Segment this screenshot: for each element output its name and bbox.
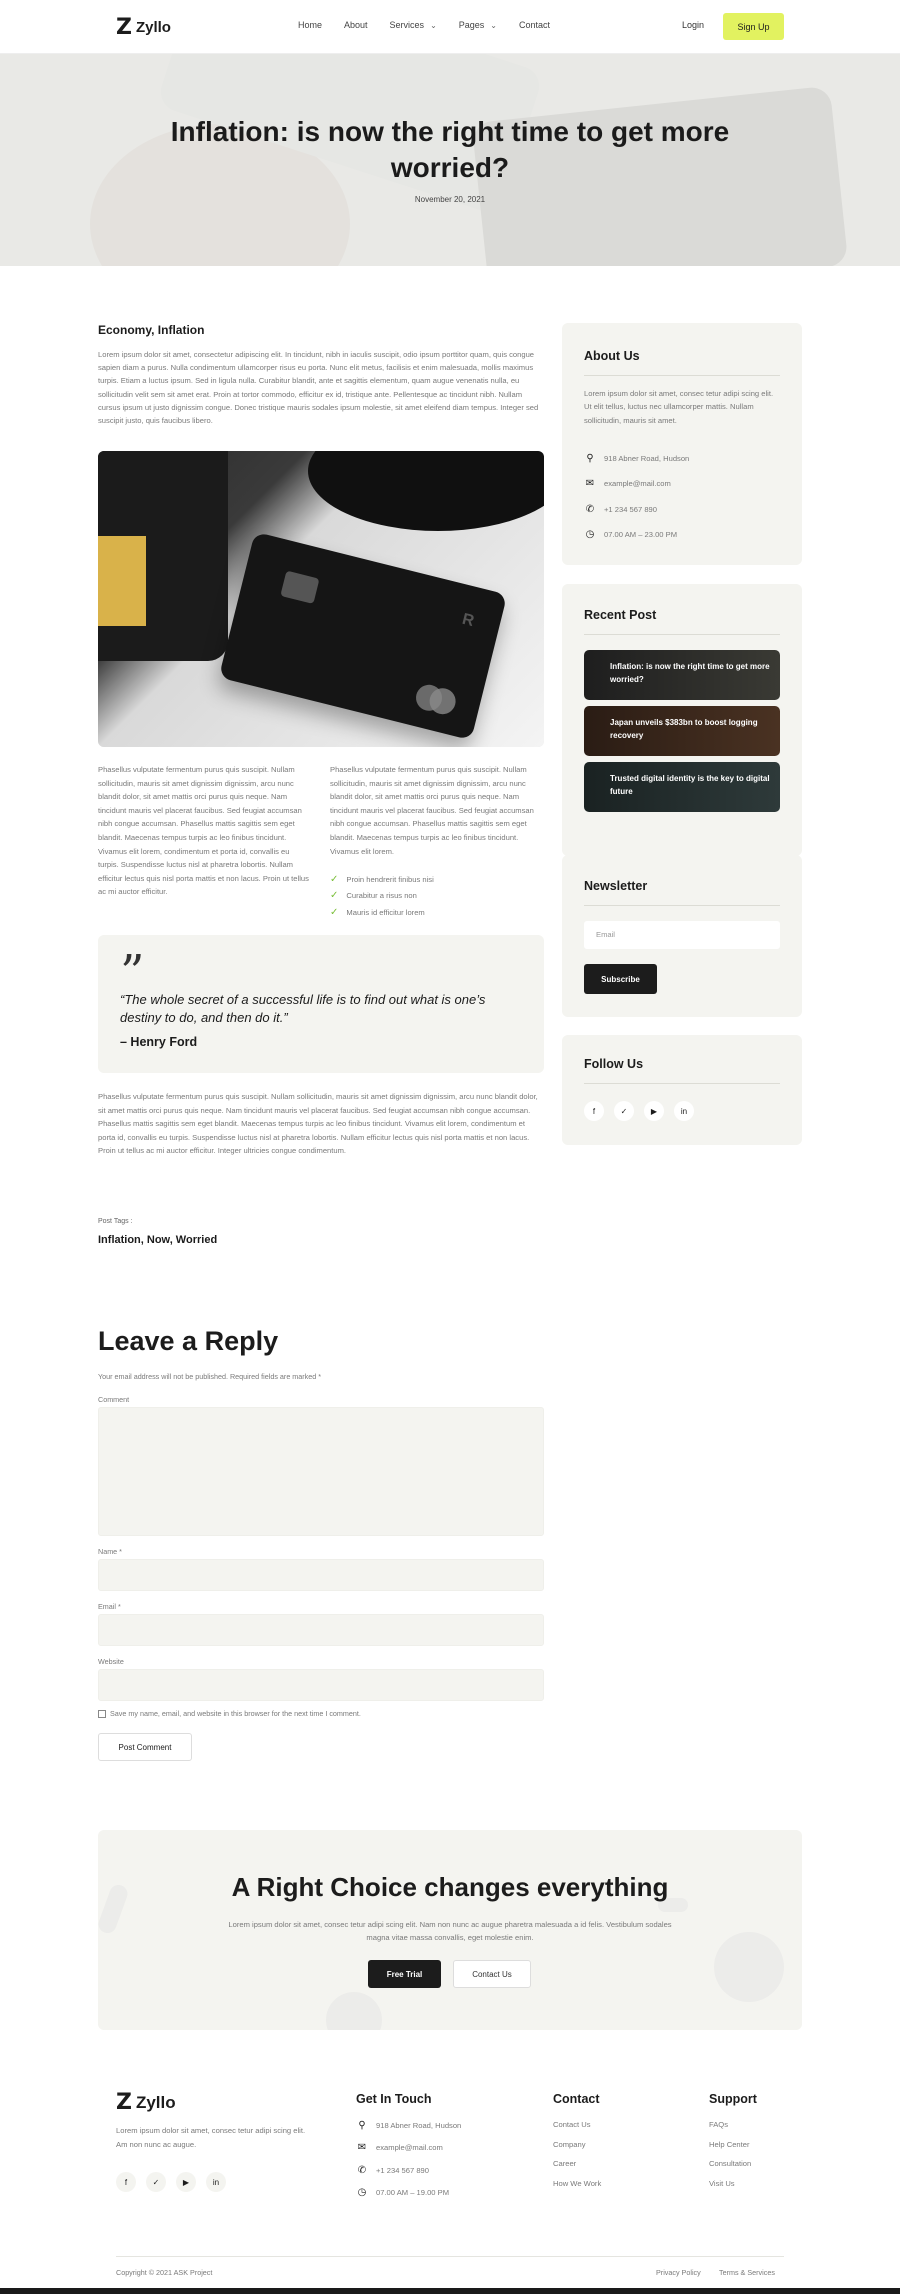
clock-icon: ◷ xyxy=(585,529,595,540)
facebook-icon[interactable]: f xyxy=(116,2172,136,2192)
reply-note: Your email address will not be published. Required fields are marked * xyxy=(98,1372,322,1381)
article-image-credit-card: R xyxy=(98,451,544,747)
site-logo[interactable] xyxy=(116,15,171,40)
facebook-icon[interactable]: f xyxy=(584,1101,604,1121)
save-info-checkbox[interactable] xyxy=(98,1710,106,1718)
recent-title: Recent Post xyxy=(584,608,657,622)
about-hours: ◷ 07.00 AM – 23.00 PM xyxy=(585,529,678,540)
checklist xyxy=(330,871,434,921)
logo-text: Zyllo xyxy=(135,2092,176,2112)
youtube-icon[interactable]: ▶ xyxy=(644,1101,664,1121)
footer-logo[interactable] xyxy=(116,2090,176,2115)
check-icon: ✓ xyxy=(330,906,339,918)
list-item: ✓ Curabitur a risus non xyxy=(330,890,417,902)
footer-support-title: Support xyxy=(709,2092,757,2106)
map-pin-icon: ⚲ xyxy=(586,453,594,464)
cta-text: Lorem ipsum dolor sit amet, consec tetur adipi scing elit. Nam non nunc ac augue pharetra malesuada a id felis. Vestibulum sodales magna vitae massa convallis, eget molestie enim. xyxy=(228,1920,672,1942)
follow-title: Follow Us xyxy=(584,1057,644,1071)
recent-post-item[interactable] xyxy=(584,762,780,812)
newsletter-title: Newsletter xyxy=(584,879,648,893)
footer-link-contact-us[interactable]: Contact Us xyxy=(553,2120,591,2129)
footer-link-help-center[interactable]: Help Center xyxy=(709,2140,750,2149)
envelope-icon: ✉ xyxy=(585,478,595,489)
contact-us-button[interactable]: Contact Us xyxy=(453,1960,531,1988)
name-field[interactable] xyxy=(98,1559,544,1591)
signup-button[interactable]: Sign Up xyxy=(723,13,784,40)
recent-post-item[interactable] xyxy=(584,650,780,700)
quote-icon: ” xyxy=(120,945,145,1001)
list-item: ✓ Mauris id efficitur lorem xyxy=(330,906,425,918)
footer-contact-title: Contact xyxy=(553,2092,600,2106)
about-address: ⚲ 918 Abner Road, Hudson xyxy=(584,453,689,464)
nav-services[interactable]: Services ⌄ xyxy=(389,20,437,30)
reply-title: Leave a Reply xyxy=(98,1326,279,1356)
website-field[interactable] xyxy=(98,1669,544,1701)
sidebar-about-box xyxy=(562,323,802,565)
blockquote xyxy=(98,935,544,1073)
email-label: Email * xyxy=(98,1602,121,1611)
sidebar-newsletter-box xyxy=(562,855,802,1017)
footer-phone[interactable]: ✆ +1 234 567 890 xyxy=(357,2165,429,2176)
about-text: Lorem ipsum dolor sit amet, consec tetur adipi scing elit. Ut elit tellus, luctus nec ullamcorper mattis. Nullam sollicitudin, mauris sit amet. xyxy=(584,389,774,425)
sidebar-follow-box xyxy=(562,1035,802,1145)
site-header xyxy=(0,0,900,54)
privacy-policy-link[interactable]: Privacy Policy xyxy=(656,2268,701,2277)
login-link[interactable]: Login xyxy=(682,20,705,30)
linkedin-icon[interactable]: in xyxy=(206,2172,226,2192)
chevron-down-icon: ⌄ xyxy=(490,20,497,30)
free-trial-button[interactable]: Free Trial xyxy=(368,1960,441,1988)
list-item: ✓ Proin hendrerit finibus nisi xyxy=(330,873,434,885)
footer-link-consultation[interactable]: Consultation xyxy=(709,2159,752,2168)
quote-text: “The whole secret of a successful life is to find out what is one’s destiny to do, and then do it.” xyxy=(120,992,486,1025)
linkedin-icon[interactable]: in xyxy=(674,1101,694,1121)
after-quote-paragraph: Phasellus vulputate fermentum purus quis suscipit. Nullam sollicitudin, mauris sit amet dignissim dignissim, arcu nunc blandit dolor, sit amet mattis orci purus quis neque. Nam tincidunt mauris vel placerat faucibus. Sed feugiat accumsan nibh congue accumsan. Phasellus mattis sagittis sem eget blandit. Maecenas tempus turpis ac leo finibus tincidunt. Vivamus elit lorem, condimentum et porta id, convallis eu turpis. Suspendisse luctus nisl at pharetra lobortis. Nullam efficitur lectus quis nisl porta mattis et non lacus. Proin ut tellus ac mi auctor efficitur. Integer ultricies congue condimentum. xyxy=(98,1092,538,1156)
comment-textarea[interactable] xyxy=(98,1407,544,1536)
cta-banner xyxy=(98,1830,802,2030)
sidebar-recent-box xyxy=(562,584,802,856)
footer-link-career[interactable]: Career xyxy=(553,2159,577,2168)
z-logo-icon: Z xyxy=(116,2090,132,2115)
post-date: November 20, 2021 xyxy=(414,195,486,204)
save-info-row xyxy=(98,1709,361,1718)
logo-text: Zyllo xyxy=(135,19,171,36)
quote-author: – Henry Ford xyxy=(120,1035,198,1049)
subscribe-button[interactable]: Subscribe xyxy=(584,964,657,994)
post-categories[interactable]: Economy, Inflation xyxy=(98,323,205,337)
main-nav xyxy=(298,20,572,30)
terms-link[interactable]: Terms & Services xyxy=(719,2268,775,2277)
footer-email[interactable]: ✉ example@mail.com xyxy=(357,2142,443,2153)
about-phone[interactable]: ✆ +1 234 567 890 xyxy=(585,504,657,515)
website-label: Website xyxy=(98,1657,124,1666)
footer-link-how-we-work[interactable]: How We Work xyxy=(553,2179,602,2188)
youtube-icon[interactable]: ▶ xyxy=(176,2172,196,2192)
footer-social-links xyxy=(116,2172,226,2192)
clock-icon: ◷ xyxy=(357,2187,367,2198)
twitter-icon[interactable]: ✓ xyxy=(614,1101,634,1121)
post-title: Inflation: is now the right time to get more worried? xyxy=(170,116,730,183)
check-icon: ✓ xyxy=(330,890,339,902)
column-left-paragraph: Phasellus vulputate fermentum purus quis suscipit. Nullam sollicitudin, mauris sit amet dignissim dignissim, arcu nunc blandit dolor, sit amet mattis orci purus quis neque. Nam tincidunt mauris vel placerat faucibus. Sed feugiat accumsan nibh congue accumsan. Phasellus mattis sagittis sem eget blandit. Maecenas tempus turpis ac leo finibus tincidunt. Vivamus elit lorem, condimentum et porta id, convallis eu turpis. Suspendisse luctus nisl at pharetra lobortis. Nullam efficitur lectus quis nisl porta mattis et non lacus. Proin ut tellus ac mi auctor efficitur. xyxy=(98,765,309,897)
nav-pages[interactable]: Pages ⌄ xyxy=(458,20,497,30)
phone-icon: ✆ xyxy=(357,2165,367,2176)
email-field[interactable] xyxy=(98,1614,544,1646)
footer-address: ⚲ 918 Abner Road, Hudson xyxy=(356,2120,461,2131)
nav-about[interactable]: About xyxy=(344,20,368,30)
footer-link-visit-us[interactable]: Visit Us xyxy=(709,2179,735,2188)
footer-link-company[interactable]: Company xyxy=(553,2140,586,2149)
newsletter-email-input[interactable]: Email xyxy=(584,921,780,949)
cta-title: A Right Choice changes everything xyxy=(231,1872,669,1902)
hero-banner xyxy=(0,54,900,266)
comment-label: Comment xyxy=(98,1395,130,1404)
post-comment-button[interactable]: Post Comment xyxy=(98,1733,192,1761)
post-tags-label: Post Tags : xyxy=(98,1218,133,1225)
footer-hours: ◷ 07.00 AM – 19.00 PM xyxy=(357,2187,450,2198)
nav-home[interactable]: Home xyxy=(298,20,323,30)
twitter-icon[interactable]: ✓ xyxy=(146,2172,166,2192)
footer-link-faqs[interactable]: FAQs xyxy=(709,2120,728,2129)
map-pin-icon: ⚲ xyxy=(358,2120,366,2131)
recent-post-title: Japan unveils $383bn to boost logging recovery xyxy=(610,718,758,740)
phone-icon: ✆ xyxy=(585,504,595,515)
z-logo-icon: Z xyxy=(116,15,132,40)
post-tags[interactable]: Inflation, Now, Worried xyxy=(98,1234,218,1246)
footer-touch-title: Get In Touch xyxy=(356,2092,432,2106)
recent-post-item[interactable] xyxy=(584,706,780,756)
nav-contact[interactable]: Contact xyxy=(519,20,551,30)
about-email[interactable]: ✉ example@mail.com xyxy=(585,478,671,489)
envelope-icon: ✉ xyxy=(357,2142,367,2153)
intro-paragraph: Lorem ipsum dolor sit amet, consectetur adipiscing elit. In tincidunt, nibh in iaculis suscipit, odio ipsum porttitor quam, quis congue sapien diam a purus. Nulla condimentum ullamcorper risus eu porta. Nunc elit metus, facilisis et enim malesuada, mollis maximus turpis. Etiam a luctus ipsum. Sed in ligula nulla. Curabitur blandit, ante et sagittis elementum, quam augue venenatis nulla, eu sollicitudin velit sem sit amet erat. Proin at tortor commodo, efficitur ex id, tristique ante. Pellentesque ac tincidunt nibh. Nullam cursus ipsum ut justo dignissim congue. Donec tristique mauris sodales ipsum molestie, sit amet eleifend diam tempus. Integer sed suscipit justo, quis faucibus libero. xyxy=(98,350,539,426)
recent-post-title: Trusted digital identity is the key to digital future xyxy=(610,774,770,796)
save-info-label: Save my name, email, and website in this browser for the next time I comment. xyxy=(110,1709,361,1718)
about-title: About Us xyxy=(584,349,640,363)
check-icon: ✓ xyxy=(330,873,339,885)
footer-about: Lorem ipsum dolor sit amet, consec tetur adipi scing elit. Am non nunc ac augue. xyxy=(116,2126,306,2149)
copyright: Copyright © 2021 ASK Project xyxy=(116,2268,213,2277)
chevron-down-icon: ⌄ xyxy=(430,20,437,30)
social-links xyxy=(584,1101,694,1121)
recent-post-title: Inflation: is now the right time to get more worried? xyxy=(610,662,770,684)
name-label: Name * xyxy=(98,1547,122,1556)
column-right-paragraph: Phasellus vulputate fermentum purus quis suscipit. Nullam sollicitudin, mauris sit amet dignissim dignissim, arcu nunc blandit dolor, sit amet mattis orci purus quis neque. Nam tincidunt mauris vel placerat faucibus. Sed feugiat accumsan nibh congue accumsan. Phasellus mattis sagittis sem eget blandit. Maecenas tempus turpis ac leo finibus tincidunt. Vivamus elit lorem. xyxy=(330,765,534,856)
